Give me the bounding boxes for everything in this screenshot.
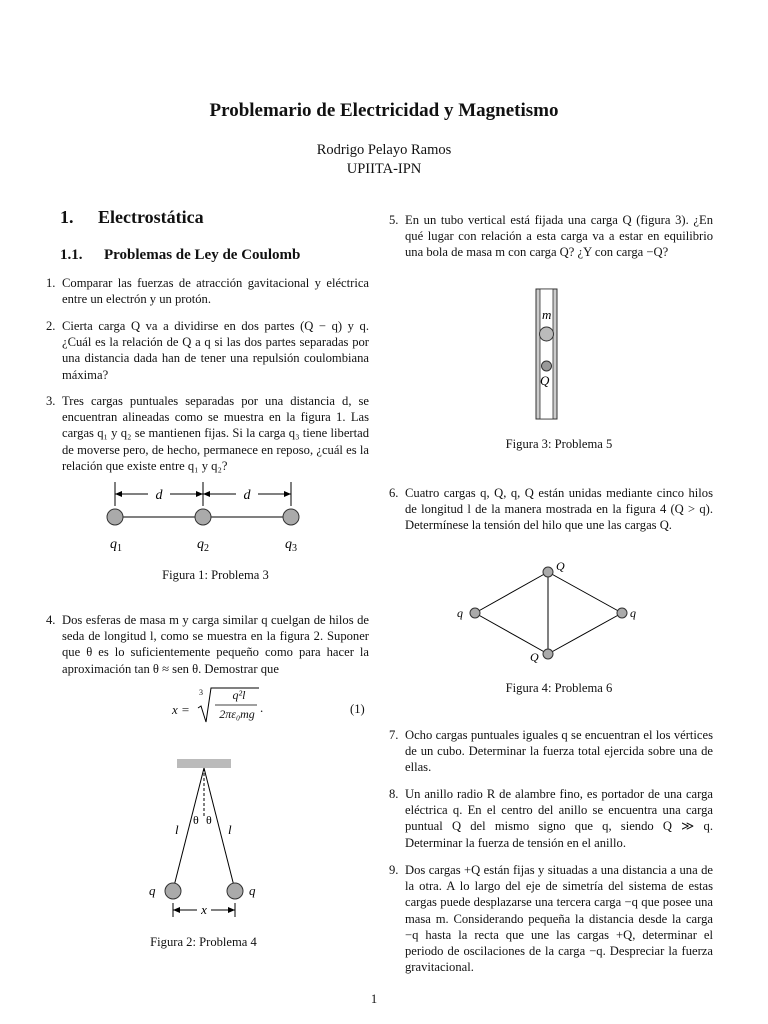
fig1-arrowhead [115,491,122,497]
figure-4 [450,557,650,667]
figure-3-caption: Figura 3: Problema 5 [505,437,613,451]
fig3-ball-m [540,327,554,341]
fig4-thread [475,613,548,654]
fig1-arrowhead [203,491,210,497]
fig4-charge-q-left [470,608,480,618]
fig3-label-Q: Q [540,373,550,388]
problem-text: Tres cargas puntuales separadas por una distancia d, se encuentran alineadas como se muestra en la figura 1. Las cargas q₁ y q₂ se mantienen fijas. Si la carga q₃ tiene libertad de moverse pero, de hecho, permanece en reposo, ¿cuál es la relación que existe entre q₁ y q₂? [62,394,369,473]
problem-item [389,485,713,534]
fig4-label-Q-top: Q [556,559,565,573]
fig1-label-q3: $q_3$ [285,537,297,554]
problem-number: 7. [389,728,399,742]
fig4-charge-Q-bottom [543,649,553,659]
problem-number: 1. [46,276,56,290]
fig4-thread [548,613,622,654]
problem-item [389,727,713,776]
fig2-label-q-right: q [249,883,256,898]
fig3-charge-Q [542,361,552,371]
fig2-sphere-left [165,883,181,899]
fig2-arrowhead [228,907,235,913]
problem-number: 5. [389,213,399,227]
figure-4-caption: Figura 4: Problema 6 [505,681,613,695]
equation-period: . [260,700,264,715]
equation-root-index: 3 [199,688,203,697]
subsection-title: Problemas de Ley de Coulomb [104,247,301,263]
fig2-theta-left: θ [193,813,199,827]
problem-item [46,393,369,474]
section-number: 1. [60,207,74,227]
problem-number: 2. [46,319,56,333]
fig4-charge-q-right [617,608,627,618]
fig1-charge-q1 [107,509,123,525]
problem-text: Ocho cargas puntuales iguales q se encuentran el los vértices de un cubo. Determinar la fuerza total ejercida sobre una de ellas. [405,728,713,775]
figure-2-caption: Figura 2: Problema 4 [150,935,257,949]
fig2-label-l-right: l [228,822,232,837]
problem-item [389,786,713,851]
subsection-number: 1.1. [60,247,83,263]
fig4-charge-Q-top [543,567,553,577]
problem-text: En un tubo vertical está fijada una carga Q (figura 3). ¿En qué lugar con relación a esta carga va a estar en equilibrio una bola de masa m con carga Q? ¿Y con carga −Q? [405,213,713,260]
problem-text: Comparar las fuerzas de atracción gavitacional y eléctrica entre un electrón y un protón. [62,276,369,307]
problem-number: 9. [389,863,399,877]
fig4-label-q-left: q [457,606,463,620]
fig1-charge-q3 [283,509,299,525]
problem-item [389,212,713,261]
equation-number: (1) [350,702,365,716]
equation-lhs: x = [172,702,190,717]
figure-2 [140,755,280,925]
section-heading [60,207,204,228]
fig1-label-d: d [243,488,251,503]
fig2-label-q-left: q [149,883,156,898]
section-title: Electrostática [98,207,204,227]
author-name: Rodrigo Pelayo Ramos [316,142,452,158]
fig2-arrowhead [173,907,180,913]
problem-item [389,862,713,975]
problem-item [46,318,369,383]
problem-text: Cierta carga Q va a dividirse en dos partes (Q − q) y q. ¿Cuál es la relación de Q a q si las dos partes separadas por una distancia dada han de tener una repulsión coulombiana máxima? [62,319,369,382]
fig1-label-q1: $q_1$ [110,537,122,554]
problem-text: Cuatro cargas q, Q, q, Q están unidas mediante cinco hilos de longitud l de la manera mostrada en la figura 4 (Q > q). Determínese la tensión del hilo que une las cargas Q. [405,486,713,533]
fig1-arrowhead [284,491,291,497]
fig2-label-l-left: l [175,822,179,837]
equation-denominator: 2πε₀mg [219,707,255,721]
author-affiliation: UPIITA-IPN [346,161,422,177]
problem-number: 4. [46,613,56,627]
fig1-charge-q2 [195,509,211,525]
subsection-heading [60,247,300,264]
problem-number: 6. [389,486,399,500]
problem-number: 8. [389,787,399,801]
problem-text: Un anillo radio R de alambre fino, es portador de una carga eléctrica q. En el centro del anillo se encuentra una carga puntual Q del mismo signo que q, siendo Q ≫ q. Determinar la fuerza de tensión en el anillo. [405,787,713,850]
fig4-label-Q-bottom: Q [530,650,539,664]
paper-title: Problemario de Electricidad y Magnetismo [209,100,559,121]
figure-1-caption: Figura 1: Problema 3 [162,568,269,582]
fig1-label-d: d [155,488,163,503]
fig4-thread [475,572,548,613]
fig4-thread [548,572,622,613]
problem-text: Dos esferas de masa m y carga similar q cuelgan de hilos de seda de longitud l, como se muestra en la figura 2. Suponer que θ es lo suficientemente pequeño como para hacer la aproximación tan θ ≈ sen θ. Demostrar que [62,613,369,676]
fig2-label-x: x [201,902,207,917]
author-block [0,141,768,179]
fig2-theta-right: θ [206,813,212,827]
figure-1 [95,478,315,558]
page-number: 1 [370,992,378,1006]
fig3-label-m: m [542,307,552,322]
problem-number: 3. [46,394,56,408]
figure-3 [520,285,580,425]
equation-numerator: q²l [232,688,246,702]
fig4-label-q-right: q [630,606,636,620]
fig2-ceiling [177,759,231,768]
problem-item [46,275,369,307]
problem-item [46,612,369,677]
problem-text: Dos cargas +Q están fijas y situadas a una distancia a una de la otra. A lo largo del eje de simetría del sistema de estas cargas puede desplazarse una tercera carga −q que posee una masa m. Considerando pequeña la distancia desde la carga −q hasta la recta que une las cargas +Q, determinar el periodo de oscilaciones de la carga −q. Despreciar la fuerza gravitacional. [405,863,713,975]
fig1-arrowhead [196,491,203,497]
fig1-label-q2: $q_2$ [197,537,209,554]
fig2-sphere-right [227,883,243,899]
